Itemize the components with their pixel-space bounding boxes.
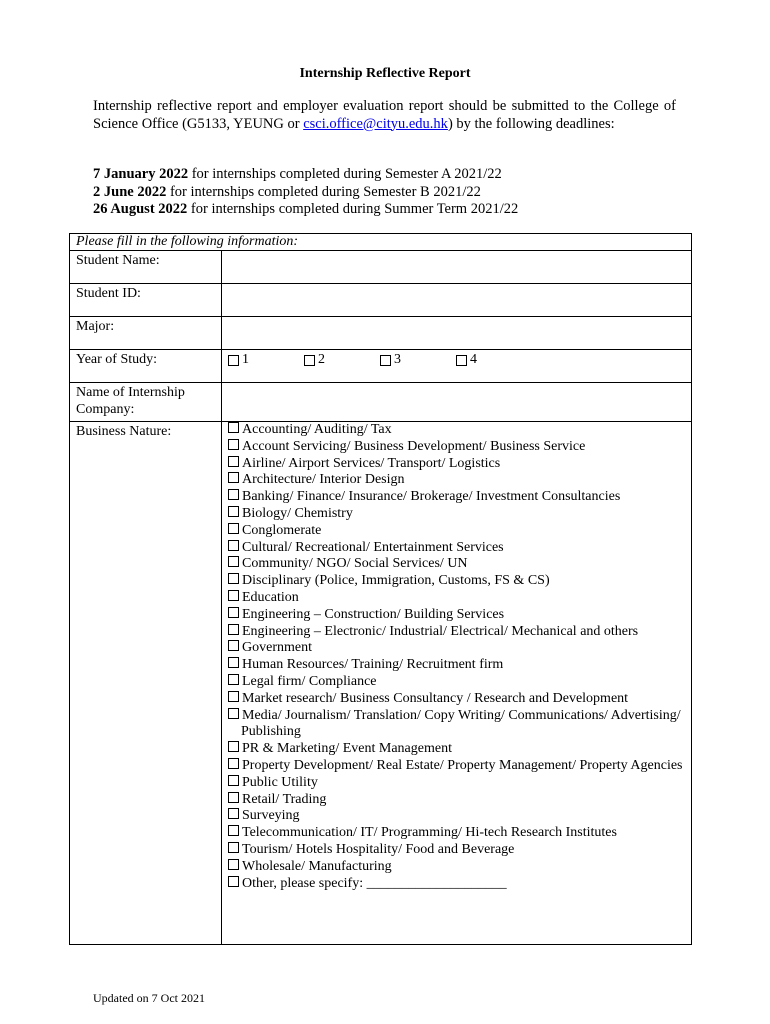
checkbox-icon[interactable]	[228, 489, 239, 500]
business-option[interactable]	[228, 708, 685, 742]
business-option[interactable]	[228, 624, 685, 641]
checkbox-icon[interactable]	[228, 624, 239, 635]
business-option[interactable]	[228, 775, 685, 792]
business-option[interactable]	[228, 792, 685, 809]
checkbox-icon[interactable]	[228, 657, 239, 668]
business-option[interactable]	[228, 607, 685, 624]
business-option-label: Tourism/ Hotels Hospitality/ Food and Beverage	[242, 841, 515, 857]
checkbox-icon[interactable]	[228, 808, 239, 819]
deadline-item	[93, 201, 518, 219]
deadline-item	[93, 184, 518, 202]
checkbox-icon[interactable]	[228, 355, 239, 366]
business-option[interactable]	[228, 808, 685, 825]
deadline-date: 2 June 2022	[93, 183, 167, 200]
business-option[interactable]	[228, 859, 685, 876]
intro-paragraph	[93, 98, 676, 133]
business-option-label: Retail/ Trading	[242, 791, 327, 807]
business-option[interactable]	[228, 842, 685, 859]
business-option-label: Telecommunication/ IT/ Programming/ Hi-tech Research Institutes	[242, 825, 617, 841]
business-option[interactable]	[228, 825, 685, 842]
information-form	[69, 233, 692, 945]
year-option-4[interactable]: 4	[456, 352, 532, 368]
business-nature-label: Business Nature:	[70, 422, 222, 945]
checkbox-icon[interactable]	[228, 640, 239, 651]
business-option-label: Architecture/ Interior Design	[242, 472, 405, 488]
business-option[interactable]	[228, 422, 685, 439]
business-option-label: Wholesale/ Manufacturing	[242, 858, 392, 874]
company-label: Name of Internship Company:	[70, 383, 222, 422]
business-option[interactable]	[228, 741, 685, 758]
business-option-label: Government	[242, 640, 312, 656]
checkbox-icon[interactable]	[304, 355, 315, 366]
checkbox-icon[interactable]	[228, 859, 239, 870]
business-option-label: Banking/ Finance/ Insurance/ Brokerage/ Investment Consultancies	[242, 489, 621, 505]
checkbox-icon[interactable]	[228, 842, 239, 853]
business-option-label: Cultural/ Recreational/ Entertainment Services	[242, 539, 504, 555]
deadline-text: for internships completed during Summer Term 2021/22	[187, 201, 519, 217]
business-option[interactable]	[228, 640, 685, 657]
checkbox-icon[interactable]	[228, 792, 239, 803]
business-option-label: Engineering – Electronic/ Industrial/ Electrical/ Mechanical and others	[242, 623, 639, 639]
business-option-label: Legal firm/ Compliance	[242, 673, 377, 689]
business-option-label: Accounting/ Auditing/ Tax	[242, 422, 392, 437]
year-option-3[interactable]: 3	[380, 352, 456, 368]
checkbox-icon[interactable]	[456, 355, 467, 366]
business-option-label: Media/ Journalism/ Translation/ Copy Writing/ Communications/ Advertising/ Publishing	[241, 707, 681, 740]
business-option-label: Property Development/ Real Estate/ Property Management/ Property Agencies	[242, 757, 683, 773]
checkbox-icon[interactable]	[228, 456, 239, 467]
business-option[interactable]	[228, 439, 685, 456]
checkbox-icon[interactable]	[228, 422, 239, 433]
checkbox-icon[interactable]	[228, 876, 239, 887]
checkbox-icon[interactable]	[228, 758, 239, 769]
checkbox-icon[interactable]	[228, 439, 239, 450]
major-label: Major:	[70, 317, 222, 350]
business-option-label: Disciplinary (Police, Immigration, Customs, FS & CS)	[242, 573, 550, 589]
checkbox-icon[interactable]	[228, 741, 239, 752]
checkbox-icon[interactable]	[228, 691, 239, 702]
deadlines-list	[93, 166, 518, 219]
deadline-text: for internships completed during Semester A 2021/22	[188, 166, 502, 182]
business-option-label: Engineering – Construction/ Building Services	[242, 606, 505, 622]
business-option[interactable]	[228, 506, 685, 523]
footer-note: Updated on 7 Oct 2021	[93, 991, 205, 1005]
business-option-label: Market research/ Business Consultancy / Research and Development	[242, 690, 629, 706]
deadline-item	[93, 166, 518, 184]
checkbox-icon[interactable]	[228, 472, 239, 483]
page-title: Internship Reflective Report	[299, 66, 471, 81]
year-option-1[interactable]: 1	[228, 352, 304, 368]
checkbox-icon[interactable]	[228, 775, 239, 786]
business-option-label: Biology/ Chemistry	[242, 505, 353, 521]
company-field[interactable]	[222, 383, 692, 422]
checkbox-icon[interactable]	[228, 540, 239, 551]
intro-text-before: Internship reflective report and employer evaluation report should be submitted to the College of Science Office (G5133, YEUNG or	[93, 98, 676, 132]
business-option[interactable]	[228, 456, 685, 473]
business-option-label: Human Resources/ Training/ Recruitment firm	[242, 657, 504, 673]
checkbox-icon[interactable]	[228, 506, 239, 517]
business-option[interactable]	[228, 876, 685, 893]
checkbox-icon[interactable]	[228, 590, 239, 601]
student-id-field[interactable]	[222, 284, 692, 317]
business-option[interactable]	[228, 691, 685, 708]
major-field[interactable]	[222, 317, 692, 350]
checkbox-icon[interactable]	[228, 607, 239, 618]
checkbox-icon[interactable]	[228, 523, 239, 534]
business-option[interactable]	[228, 674, 685, 691]
checkbox-icon[interactable]	[380, 355, 391, 366]
email-link[interactable]: csci.office@cityu.edu.hk	[303, 115, 448, 132]
business-option[interactable]	[228, 540, 685, 557]
student-id-label: Student ID:	[70, 284, 222, 317]
business-option[interactable]	[228, 472, 685, 489]
business-nature-list	[228, 422, 685, 892]
deadline-date: 7 January 2022	[93, 166, 189, 182]
deadline-date: 26 August 2022	[93, 201, 188, 217]
business-option[interactable]	[228, 758, 685, 775]
business-option[interactable]	[228, 657, 685, 674]
business-option-label: Airline/ Airport Services/ Transport/ Logistics	[242, 455, 501, 471]
year-option-2[interactable]: 2	[304, 352, 380, 368]
checkbox-icon[interactable]	[228, 556, 239, 567]
business-option[interactable]	[228, 556, 685, 573]
business-option-label: Surveying	[242, 808, 300, 824]
deadline-text: for internships completed during Semester B 2021/22	[166, 183, 481, 200]
checkbox-icon[interactable]	[228, 674, 239, 685]
checkbox-icon[interactable]	[228, 708, 239, 719]
business-option-label: Account Servicing/ Business Development/ Business Service	[242, 438, 586, 454]
business-nature-options	[222, 422, 692, 945]
student-name-label: Student Name:	[70, 251, 222, 284]
year-of-study-label: Year of Study:	[70, 350, 222, 383]
form-header: Please fill in the following information:	[70, 234, 692, 251]
business-option[interactable]	[228, 489, 685, 506]
year-of-study-options	[222, 350, 692, 383]
business-option[interactable]	[228, 523, 685, 540]
checkbox-icon[interactable]	[228, 825, 239, 836]
business-option-label: Community/ NGO/ Social Services/ UN	[242, 556, 468, 572]
business-option-label: Other, please specify: ____________________	[242, 875, 507, 891]
business-option-label: Conglomerate	[242, 522, 322, 538]
business-option-label: PR & Marketing/ Event Management	[242, 741, 452, 757]
student-name-field[interactable]	[222, 251, 692, 284]
business-option-label: Public Utility	[242, 774, 318, 790]
business-option-label: Education	[242, 589, 299, 605]
checkbox-icon[interactable]	[228, 573, 239, 584]
business-option[interactable]	[228, 573, 685, 590]
intro-text-after: ) by the following deadlines:	[447, 115, 615, 132]
business-option[interactable]	[228, 590, 685, 607]
